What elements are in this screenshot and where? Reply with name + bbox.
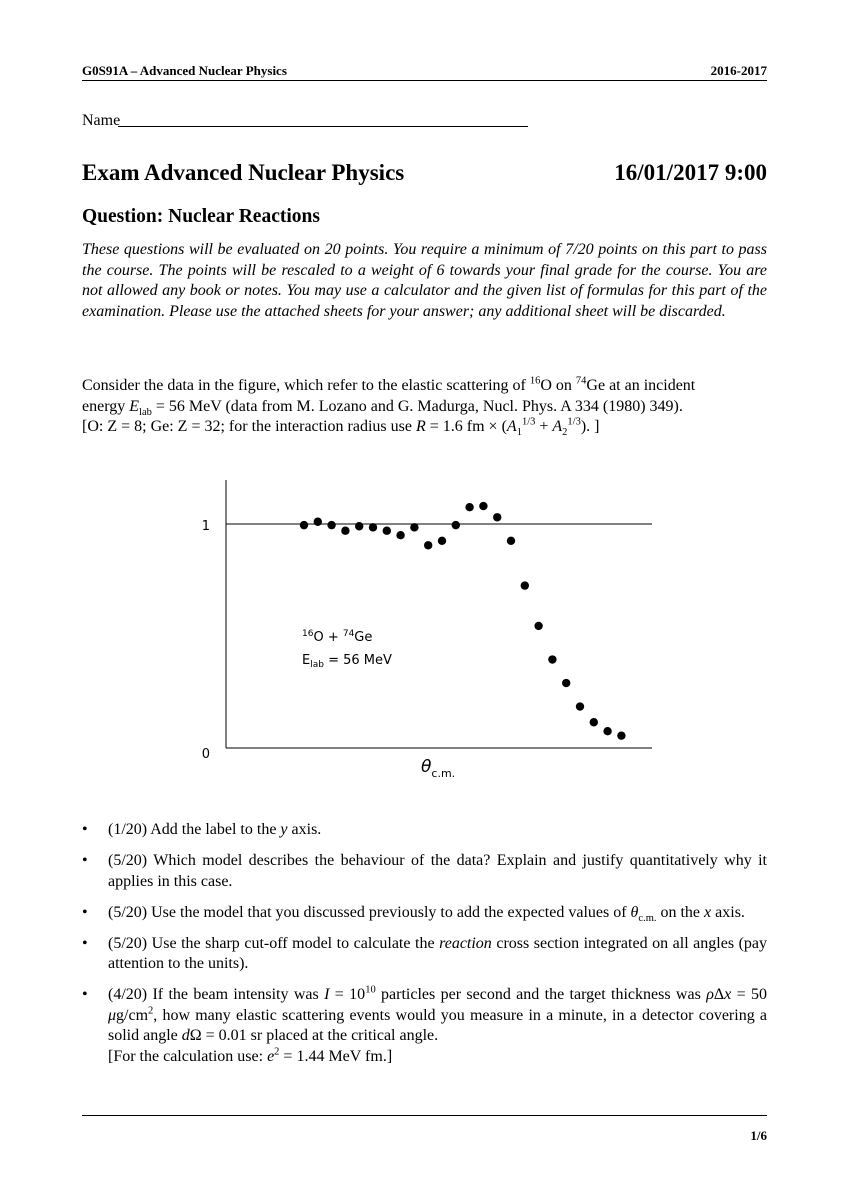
year-header: 2016-2017 <box>710 63 767 78</box>
data-point-4 <box>341 527 349 535</box>
scattering-plot <box>0 470 847 790</box>
name-field-line[interactable] <box>118 126 528 127</box>
data-point-16 <box>507 537 515 545</box>
data-point-2 <box>314 518 322 526</box>
problem-line-1: Consider the data in the figure, which refer to the elastic scattering of $^{16}$O on $^{74}$Ge at an incident <box>82 375 696 394</box>
footer-rule <box>82 1115 767 1116</box>
bullet-icon: • <box>82 903 88 921</box>
data-point-17 <box>521 581 529 589</box>
data-point-5 <box>355 522 363 530</box>
problem-line-2: energy $E_{lab} = 56$ MeV (data from M. Lozano and G. Madurga, Nucl. Phys. A 334 (1980) 349). <box>82 397 683 418</box>
bullet-icon: • <box>82 852 88 869</box>
header-rule <box>82 80 767 81</box>
data-point-11 <box>438 537 446 545</box>
question-item-2: • (5/20) Which model describes the behaviour of the data? Explain and justify quantitatively why it applies in this case. <box>82 852 768 890</box>
data-point-24 <box>617 731 625 739</box>
name-label: Name <box>82 112 121 129</box>
page-number: 1/6 <box>750 1128 767 1143</box>
data-point-12 <box>452 521 460 529</box>
legend-line-2: $E_{lab} = 56$ MeV <box>302 653 392 670</box>
data-point-18 <box>534 622 542 630</box>
question-item-3: • (5/20) Use the model that you discussed previously to add the expected values of $\theta_{c.m.}$ on the x axis. <box>82 903 745 924</box>
data-point-3 <box>327 521 335 529</box>
data-point-23 <box>603 727 611 735</box>
bullet-icon: • <box>82 986 88 1003</box>
data-point-7 <box>383 527 391 535</box>
question-item-1: • (1/20) Add the label to the y axis. <box>82 820 767 841</box>
instructions-text: These questions will be evaluated on 20 points. You require a minimum of 7/20 points on this part to pass the course. The points will be rescaled to a weight of 6 towards your final grade for the course. You are not allowed any book or notes. You may use a calculator and the given list of formulas for this part of the examination. Please use the attached sheets for your answer; any additional sheet will be discarded. <box>82 241 767 321</box>
x-axis-label: $\theta_{c.m.}$ <box>421 757 456 780</box>
data-point-13 <box>465 503 473 511</box>
ge-mass-number: 74 <box>575 375 587 387</box>
data-point-22 <box>590 718 598 726</box>
data-point-19 <box>548 655 556 663</box>
data-point-6 <box>369 523 377 531</box>
e-lab-symbol: E <box>129 397 140 415</box>
exam-datetime: 16/01/2017 9:00 <box>614 160 767 185</box>
bullet-icon: • <box>82 821 88 838</box>
data-point-14 <box>479 502 487 510</box>
problem-line-3: [O: Z = 8; Ge: Z = 32; for the interaction radius use R = 1.6 fm × $(A_1^{1/3} + A_2^{1/3})$. ] <box>82 417 600 439</box>
question-heading: Question: Nuclear Reactions <box>82 206 320 227</box>
data-point-15 <box>493 513 501 521</box>
problem-statement <box>82 376 767 438</box>
exam-title: Exam Advanced Nuclear Physics <box>82 160 405 185</box>
question-list <box>82 820 767 1078</box>
data-points <box>300 502 626 740</box>
y-tick-0: 0 <box>201 747 210 762</box>
o-mass-number: 16 <box>529 375 541 387</box>
data-point-20 <box>562 679 570 687</box>
legend-line-1: $^{16}$O + $^{74}$Ge <box>302 629 373 645</box>
question-item-5: • (4/20) If the beam intensity was $I = 10^{10}$ particles per second and the target thickness was ρΔx = 50 $\mu g/cm^2$, how many elastic scattering events would you measure in a minute, in a detector covering a solid angle dΩ = 0.01 sr placed at the critical angle. [For the calculation use: $e^2 = 1.44$ MeV fm.] <box>82 984 768 1065</box>
data-point-8 <box>396 531 404 539</box>
data-point-9 <box>410 523 418 531</box>
bullet-icon: • <box>82 934 88 952</box>
instructions <box>82 240 767 323</box>
course-header: G0S91A – Advanced Nuclear Physics <box>82 63 287 78</box>
data-point-10 <box>424 541 432 549</box>
data-point-21 <box>576 702 584 710</box>
y-tick-1: 1 <box>201 519 210 534</box>
question-item-4: • (5/20) Use the sharp cut-off model to calculate the reaction cross section integrated on all angles (pay attention to the units). <box>82 934 768 972</box>
data-point-1 <box>300 521 308 529</box>
